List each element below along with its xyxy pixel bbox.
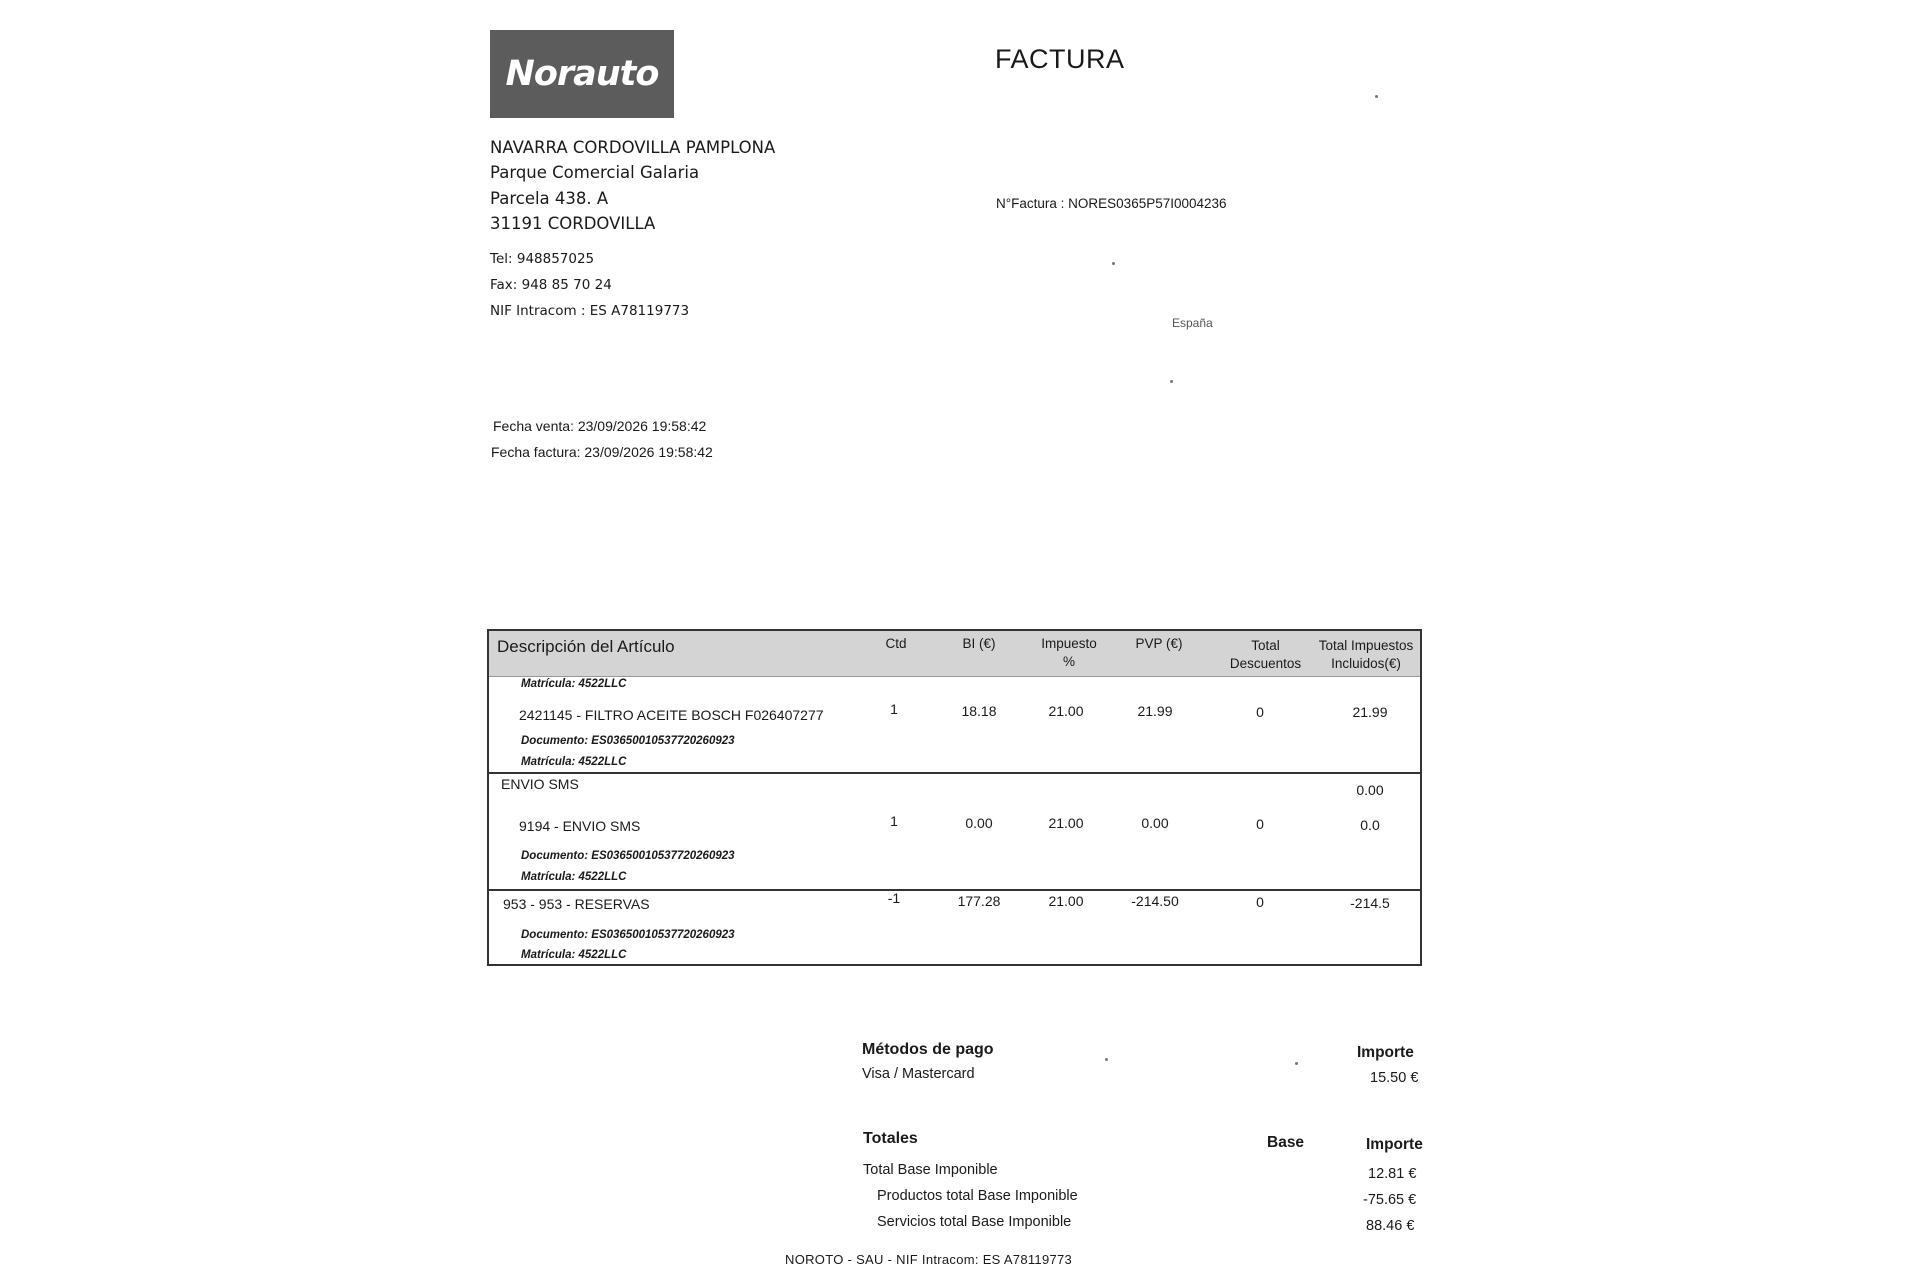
totals-amount-label: Importe	[1366, 1136, 1423, 1153]
row-3-tax: 21.00	[1048, 893, 1084, 909]
row-2-qty: 1	[890, 813, 898, 829]
row-2-discount: 0	[1256, 816, 1264, 832]
invoice-date: Fecha factura: 23/09/2026 19:58:42	[491, 444, 713, 460]
store-city: 31191 CORDOVILLA	[490, 214, 656, 233]
header-description: Descripción del Artículo	[497, 637, 675, 656]
invoice-number: N°Factura : NORES0365P57I0004236	[996, 196, 1227, 211]
header-base: BI (€)	[962, 636, 996, 651]
row-3-base: 177.28	[957, 893, 1001, 909]
header-tax: Impuesto %	[1041, 636, 1097, 669]
footer-legal: NOROTO - SAU - NIF Intracom: ES A78119773	[785, 1252, 1073, 1267]
products-base-value: -75.65 €	[1363, 1192, 1417, 1208]
row-2-base: 0.00	[965, 815, 993, 831]
totals-title: Totales	[863, 1130, 918, 1147]
store-name: NAVARRA CORDOVILLA PAMPLONA	[490, 138, 776, 157]
row-1-tax: 21.00	[1048, 703, 1084, 719]
products-base-label: Productos total Base Imponible	[877, 1188, 1078, 1204]
services-base-value: 88.46 €	[1366, 1218, 1415, 1234]
header-pvp: PVP (€)	[1135, 636, 1183, 651]
row-3-pvp: -214.50	[1131, 893, 1179, 909]
header-total: Total Impuestos Incluidos(€)	[1318, 638, 1414, 671]
payment-amount: 15.50 €	[1370, 1070, 1419, 1086]
table-header	[489, 631, 1420, 677]
row-2-group-total: 0.00	[1356, 782, 1384, 798]
scan-speck	[1105, 1058, 1108, 1061]
store-address-1: Parque Comercial Galaria	[490, 163, 700, 182]
row-2-tax: 21.00	[1048, 815, 1084, 831]
row-3-total: -214.5	[1350, 895, 1390, 911]
row-1-description: 2421145 - FILTRO ACEITE BOSCH F026407277	[519, 707, 824, 723]
norauto-logo: Norauto	[490, 30, 674, 118]
scan-speck	[1112, 262, 1115, 265]
row-separator	[489, 772, 1420, 774]
total-base-value: 12.81 €	[1368, 1166, 1417, 1182]
row-1-discount: 0	[1256, 704, 1264, 720]
store-fax: Fax: 948 85 70 24	[490, 277, 612, 293]
totals-base-label: Base	[1267, 1134, 1305, 1151]
scan-speck	[1295, 1062, 1298, 1065]
document-title: FACTURA	[995, 44, 1125, 74]
row-1-total: 21.99	[1352, 704, 1388, 720]
payment-method: Visa / Mastercard	[862, 1066, 975, 1082]
scan-speck	[1375, 95, 1378, 98]
row-1-qty: 1	[890, 701, 898, 717]
services-base-label: Servicios total Base Imponible	[877, 1214, 1072, 1230]
total-base-label: Total Base Imponible	[863, 1162, 998, 1178]
row-2-total: 0.0	[1360, 817, 1380, 833]
store-tel: Tel: 948857025	[490, 251, 595, 267]
row-separator	[489, 889, 1420, 891]
faint-country: España	[1172, 316, 1213, 330]
header-quantity: Ctd	[885, 636, 907, 651]
row-2-description: 9194 - ENVIO SMS	[519, 818, 641, 834]
row-3-qty: -1	[887, 890, 901, 906]
payment-title: Métodos de pago	[862, 1041, 994, 1058]
sale-date: Fecha venta: 23/09/2026 19:58:42	[493, 418, 707, 434]
row-document: Documento: ES03650010537720260923	[521, 735, 735, 747]
row-3-discount: 0	[1256, 894, 1264, 910]
payment-amount-label: Importe	[1357, 1044, 1414, 1061]
header-discounts: Total Descuentos	[1229, 638, 1302, 671]
row-2-group: ENVIO SMS	[501, 776, 579, 792]
row-2-pvp: 0.00	[1141, 815, 1169, 831]
items-table	[487, 629, 1422, 966]
row-plate: Matrícula: 4522LLC	[521, 756, 627, 768]
row-1-pvp: 21.99	[1137, 703, 1173, 719]
row-plate: Matrícula: 4522LLC	[521, 949, 627, 961]
store-nif: NIF Intracom : ES A78119773	[490, 303, 690, 319]
scan-speck	[1170, 380, 1173, 383]
row-plate: Matrícula: 4522LLC	[521, 678, 627, 690]
row-3-description: 953 - 953 - RESERVAS	[503, 896, 650, 912]
store-address-2: Parcela 438. A	[490, 189, 609, 208]
row-document: Documento: ES03650010537720260923	[521, 850, 735, 862]
row-document: Documento: ES03650010537720260923	[521, 929, 735, 941]
row-plate: Matrícula: 4522LLC	[521, 871, 627, 883]
row-1-base: 18.18	[961, 703, 997, 719]
